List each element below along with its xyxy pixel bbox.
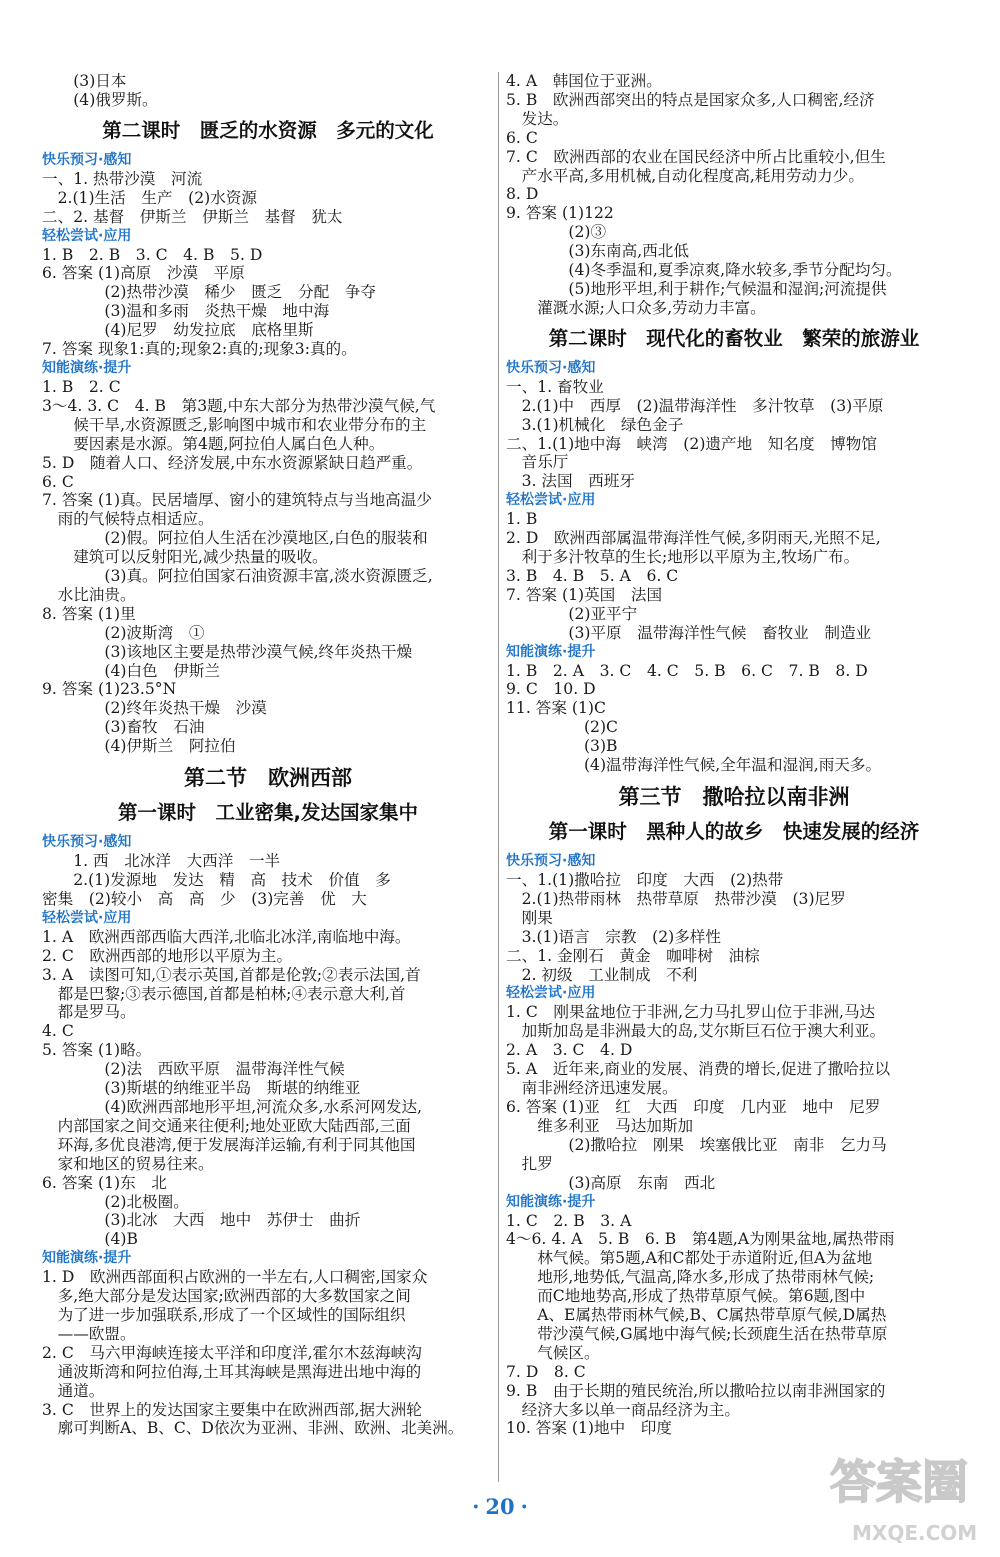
answer-line: 5. D 随着人口、经济发展,中东水资源紧缺日趋严重。 — [42, 453, 423, 472]
answer-line: 廓可判断A、B、C、D依次为亚洲、非洲、欧洲、北美洲。 — [42, 1419, 464, 1438]
answer-line: (2)亚平宁 — [506, 604, 638, 623]
answer-line: 带沙漠气候,G属地中海气候;长颈鹿生活在热带草原 — [506, 1324, 888, 1343]
lesson-title: 第一课时 黑种人的故乡 快速发展的经济 — [548, 820, 920, 843]
answer-line: 3. C 世界上的发达国家主要集中在欧洲西部,据大洲轮 — [42, 1400, 422, 1419]
exercise-subheading: 知能演练·提升 — [506, 643, 596, 660]
answer-line: 1. A 欧洲西部西临大西洋,北临北冰洋,南临地中海。 — [42, 927, 411, 946]
answer-line: (4)冬季温和,夏季凉爽,降水较多,季节分配均匀。 — [506, 261, 902, 280]
answer-line: 2.(1)中 西厚 (2)温带海洋性 多汁牧草 (3)平原 — [506, 396, 884, 415]
watermark-logo — [822, 1448, 992, 1548]
answer-line: 1. C 刚果盆地位于非洲,乞力马扎罗山位于非洲,马达 — [506, 1003, 876, 1022]
answer-line: 6. C — [42, 472, 74, 491]
exercise-subheading: 轻松尝试·应用 — [506, 492, 596, 509]
answer-line: 8. D — [506, 185, 539, 204]
exercise-subheading: 轻松尝试·应用 — [42, 909, 132, 926]
answer-line: 1. B 2. A 3. C 4. C 5. B 6. C 7. B 8. D — [506, 661, 868, 680]
answer-line: 5. A 近年来,商业的发展、消费的增长,促进了撒哈拉以 — [506, 1060, 891, 1079]
answer-line: 7. C 欧洲西部的农业在国民经济中所占比重较小,但生 — [506, 147, 886, 166]
answer-line: 1. B 2. C — [42, 377, 121, 396]
exercise-subheading: 轻松尝试·应用 — [506, 985, 596, 1002]
answer-line: (3)日本 — [42, 72, 127, 90]
answer-line: 通波斯湾和阿拉伯海,土耳其海峡是黑海进出地中海的 — [42, 1362, 422, 1381]
exercise-subheading: 知能演练·提升 — [42, 359, 132, 376]
answer-line: 而C地地势高,形成了热带草原气候。第6题,图中 — [506, 1287, 866, 1306]
answer-line: 10. 答案 (1)地中 印度 — [506, 1419, 672, 1438]
answer-line: 经济大多以单一商品经济为主。 — [506, 1400, 740, 1419]
answer-line: 4. A 韩国位于亚洲。 — [506, 72, 662, 90]
answer-line: (4)俄罗斯。 — [42, 90, 158, 109]
answer-line: (2)C — [506, 718, 618, 737]
answer-line: 7. 答案 (1)真。民居墙厚、窗小的建筑特点与当地高温少 — [42, 491, 432, 510]
exercise-subheading: 知能演练·提升 — [506, 1193, 596, 1210]
exercise-subheading: 知能演练·提升 — [42, 1250, 132, 1267]
answer-line: 音乐厅 — [506, 453, 569, 472]
answer-line: 6. 答案 (1)东 北 — [42, 1173, 167, 1192]
answer-line: 2. D 欧洲西部属温带海洋性气候,多阴雨天,光照不足, — [506, 529, 881, 548]
answer-line: 5. 答案 (1)略。 — [42, 1041, 152, 1060]
answer-line: 2. C 欧洲西部的地形以平原为主。 — [42, 946, 293, 965]
answer-line: (4)白色 伊斯兰 — [42, 661, 221, 680]
answer-line: 都是巴黎;③表示德国,首都是柏林;④表示意大利,首 — [42, 984, 406, 1003]
answer-line: (3)畜牧 石油 — [42, 718, 205, 737]
answer-line: 4～6. 4. A 5. B 6. B 第4题,A为刚果盆地,属热带雨 — [506, 1230, 895, 1249]
answer-line: 产水平高,多用机械,自动化程度高,耗用劳动力少。 — [506, 166, 864, 185]
answer-line: 9. C 10. D — [506, 680, 596, 699]
answer-line: 2. C 马六甲海峡连接太平洋和印度洋,霍尔木兹海峡沟 — [42, 1343, 422, 1362]
answer-line: 都是罗马。 — [42, 1003, 136, 1022]
lesson-title: 第一课时 工业密集,发达国家集中 — [118, 801, 418, 825]
answer-line: (3)北冰 大西 地中 苏伊士 曲折 — [42, 1211, 361, 1230]
answer-line: 南非洲经济迅速发展。 — [506, 1079, 678, 1098]
exercise-subheading: 快乐预习·感知 — [42, 151, 132, 168]
column-divider — [498, 72, 499, 1482]
exercise-subheading: 快乐预习·感知 — [506, 359, 596, 376]
answer-line: (3)高原 东南 西北 — [506, 1173, 716, 1192]
answer-line: (2)撒哈拉 刚果 埃塞俄比亚 南非 乞力马 — [506, 1135, 887, 1154]
answer-line: (2)热带沙漠 稀少 匮乏 分配 争夺 — [42, 283, 376, 302]
answer-line: 1. B — [506, 510, 538, 529]
lesson-title: 第二课时 匮乏的水资源 多元的文化 — [102, 118, 434, 142]
answer-line: (3)东南高,西北低 — [506, 242, 689, 261]
answer-line: 密集 (2)较小 高 高 少 (3)完善 优 大 — [42, 889, 367, 908]
answer-line: 二、1. 金刚石 黄金 咖啡树 油棕 — [506, 946, 760, 965]
answer-line: (2)波斯湾 ① — [42, 623, 205, 642]
answer-line: 1. 西 北冰洋 大西洋 一半 — [42, 852, 281, 871]
answer-line: 扎罗 — [506, 1154, 553, 1173]
answer-line: (3)该地区主要是热带沙漠气候,终年炎热干燥 — [42, 642, 413, 661]
answer-line: (4)欧洲西部地形平坦,河流众多,水系河网发达, — [42, 1097, 423, 1116]
answer-line: (3)平原 温带海洋性气候 畜牧业 制造业 — [506, 623, 872, 642]
answer-line: 3. A 读图可知,①表示英国,首都是伦敦;②表示法国,首 — [42, 965, 421, 984]
answer-line: 雨的气候特点相适应。 — [42, 510, 214, 529]
answer-line: (2)假。阿拉伯人生活在沙漠地区,白色的服装和 — [42, 529, 428, 548]
answer-line: 11. 答案 (1)C — [506, 699, 606, 718]
answer-line: 多,绝大部分是发达国家;欧洲西部的大多数国家之间 — [42, 1287, 411, 1306]
section-title: 第二节 欧洲西部 — [184, 766, 352, 791]
answer-line: 二、2. 基督 伊斯兰 伊斯兰 基督 犹太 — [42, 207, 343, 226]
left-column — [42, 72, 494, 1438]
answer-line: 2.(1)热带雨林 热带草原 热带沙漠 (3)尼罗 — [506, 889, 846, 908]
exercise-subheading: 快乐预习·感知 — [506, 853, 596, 869]
answer-line: A、E属热带雨林气候,B、C属热带草原气候,D属热 — [506, 1306, 887, 1325]
exercise-subheading: 快乐预习·感知 — [42, 834, 132, 851]
answer-line: 7. 答案 (1)英国 法国 — [506, 585, 663, 604]
answer-line: 刚果 — [506, 908, 553, 927]
answer-line: 地形,地势低,气温高,降水多,形成了热带雨林气候; — [506, 1268, 875, 1287]
answer-line: (3)温和多雨 炎热干燥 地中海 — [42, 302, 330, 321]
answer-line: (3)真。阿拉伯国家石油资源丰富,淡水资源匮乏, — [42, 567, 433, 586]
answer-line: 6. C — [506, 128, 538, 147]
right-column — [506, 72, 962, 1438]
answer-line: (3)B — [506, 737, 618, 756]
answer-line: 通道。 — [42, 1381, 105, 1400]
answer-line: (2)终年炎热干燥 沙漠 — [42, 699, 267, 718]
answer-line: 内部国家之间交通来往便利;地处亚欧大陆西部,三面 — [42, 1116, 411, 1135]
answer-line: 家和地区的贸易往来。 — [42, 1154, 214, 1173]
answer-line: (2)法 西欧平原 温带海洋性气候 — [42, 1060, 345, 1079]
answer-line: ——欧盟。 — [42, 1324, 136, 1343]
answer-line: 9. 答案 (1)23.5°N — [42, 680, 177, 699]
lesson-title: 第二课时 现代化的畜牧业 繁荣的旅游业 — [548, 326, 920, 350]
answer-line: 气候区。 — [506, 1343, 600, 1362]
watermark-logo-text: 答案圈 — [830, 1455, 968, 1509]
answer-line: 7. 答案 现象1:真的;现象2:真的;现象3:真的。 — [42, 340, 357, 359]
answer-line: 9. 答案 (1)122 — [506, 204, 614, 223]
answer-line: 林气候。第5题,A和C都处于赤道附近,但A为盆地 — [506, 1249, 873, 1268]
page-number: · 20 · — [472, 1494, 528, 1519]
answer-line: 6. 答案 (1)高原 沙漠 平原 — [42, 264, 245, 283]
answer-line: 1. B 2. B 3. C 4. B 5. D — [42, 245, 263, 264]
answer-line: 一、1. 畜牧业 — [506, 377, 604, 396]
answer-line: 8. 答案 (1)里 — [42, 604, 136, 623]
answer-line: 候干旱,水资源匮乏,影响图中城市和农业带分布的主 — [42, 415, 427, 434]
answer-line: 6. 答案 (1)亚 红 大西 印度 几内亚 地中 尼罗 — [506, 1097, 881, 1116]
answer-line: 一、1.(1)撒哈拉 印度 大西 (2)热带 — [506, 871, 784, 889]
answer-line: 1. C 2. B 3. A — [506, 1211, 632, 1230]
answer-line: 5. B 欧洲西部突出的特点是国家众多,人口稠密,经济 — [506, 90, 875, 109]
answer-line: 一、1. 热带沙漠 河流 — [42, 169, 203, 188]
answer-line: 2.(1)发源地 发达 精 高 技术 价值 多 — [42, 871, 391, 889]
answer-line: 2. 初级 工业制成 不利 — [506, 965, 698, 984]
answer-line: 3.(1)机械化 绿色金子 — [506, 415, 684, 434]
answer-line: 7. D 8. C — [506, 1362, 586, 1381]
answer-line: 9. B 由于长期的殖民统治,所以撒哈拉以南非洲国家的 — [506, 1381, 886, 1400]
answer-line: 水比油贵。 — [42, 585, 136, 604]
answer-line: (4)尼罗 幼发拉底 底格里斯 — [42, 321, 314, 340]
answer-line: 2.(1)生活 生产 (2)水资源 — [42, 188, 257, 207]
answer-line: (2)③ — [506, 223, 607, 242]
answer-line: 建筑可以反射阳光,减少热量的吸收。 — [42, 548, 328, 567]
answer-line: 3～4. 3. C 4. B 第3题,中东大部分为热带沙漠气候,气 — [42, 396, 436, 415]
answer-line: 维多利亚 马达加斯加 — [506, 1116, 694, 1135]
answer-line: 3. 法国 西班牙 — [506, 472, 635, 491]
answer-line: 环海,多优良港湾,便于发展海洋运输,有利于同其他国 — [42, 1135, 416, 1154]
answer-line: 3. B 4. B 5. A 6. C — [506, 566, 679, 585]
answer-line: 二、1.(1)地中海 峡湾 (2)遗产地 知名度 博物馆 — [506, 434, 877, 453]
answer-line: 为了进一步加强联系,形成了一个区域性的国际组织 — [42, 1306, 406, 1325]
answer-line: (2)北极圈。 — [42, 1192, 189, 1211]
answer-line: 发达。 — [506, 109, 569, 128]
answer-line: 要因素是水源。第4题,阿拉伯人属白色人种。 — [42, 434, 385, 453]
answer-line: (4)温带海洋性气候,全年温和湿润,雨天多。 — [506, 756, 882, 775]
answer-line: 1. D 欧洲西部面积占欧洲的一半左右,人口稠密,国家众 — [42, 1268, 428, 1287]
section-title: 第三节 撒哈拉以南非洲 — [618, 785, 850, 809]
answer-line: 灌溉水源;人口众多,劳动力丰富。 — [506, 298, 766, 317]
page-number-value: 20 — [485, 1494, 515, 1519]
answer-line: 加斯加岛是非洲最大的岛,艾尔斯巨石位于澳大利亚。 — [506, 1022, 886, 1041]
watermark-url: MXQE.COM — [852, 1521, 978, 1545]
answer-line: 4. C — [42, 1022, 74, 1041]
answer-line: 2. A 3. C 4. D — [506, 1041, 633, 1060]
answer-line: (4)B — [42, 1230, 138, 1249]
answer-line: (5)地形平坦,利于耕作;气候温和湿润;河流提供 — [506, 279, 887, 298]
answer-line: 3.(1)语言 宗教 (2)多样性 — [506, 927, 721, 946]
answer-line: (4)伊斯兰 阿拉伯 — [42, 737, 236, 756]
exercise-subheading: 轻松尝试·应用 — [42, 227, 132, 244]
answer-line: (3)斯堪的纳维亚半岛 斯堪的纳维亚 — [42, 1079, 361, 1098]
answer-line: 利于多汁牧草的生长;地形以平原为主,牧场广布。 — [506, 548, 860, 567]
